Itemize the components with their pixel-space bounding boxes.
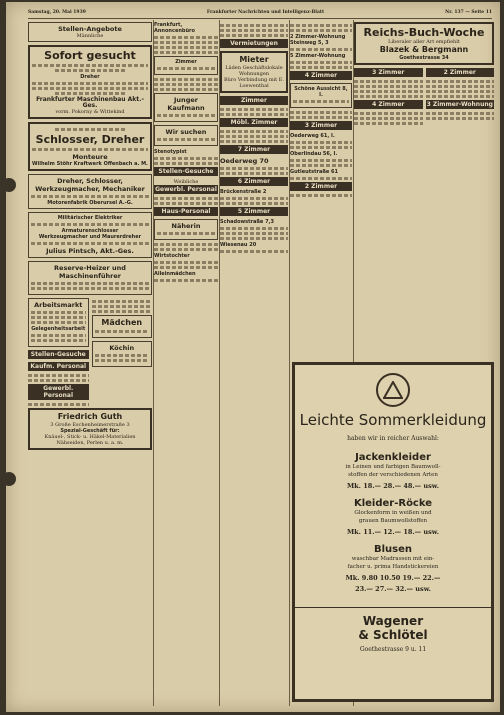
header-date: Samstag, 20. Mai 1939: [28, 9, 86, 15]
col5-left: [354, 68, 423, 127]
section-zimmer: Zimmer: [220, 96, 288, 105]
ad-zimmer: Zimmer: [154, 56, 218, 75]
section-6-zimmer: 6 Zimmer: [220, 177, 288, 186]
ad-wir-suchen: Wir suchen: [154, 125, 218, 146]
ad-maedchen: Mädchen: [92, 315, 153, 338]
header-page: Nr. 137 — Seite 11: [445, 9, 492, 15]
section-vermietungen: Vermietungen: [220, 39, 288, 48]
column-5: [354, 22, 494, 127]
ad-reichs-buch-woche: Reichs-Buch-Woche Liberaler aller Art empfiehlt Blazek & Bergmann Goethestrasse 34: [354, 22, 494, 65]
ad-reserve: Reserve-Heizer und Maschinenführer: [28, 261, 152, 295]
col5-right: [426, 68, 495, 127]
newspaper-page: [6, 2, 500, 712]
column-3: [220, 22, 288, 255]
binding-hole: [6, 472, 16, 486]
ad-sofort-gesucht: Sofort gesucht Dreher Frankfurter Maschinenbau Akt.-Ges. vorm. Pokorny & Wittekind: [28, 45, 152, 119]
ad-pintsch: Militärischer Elektriker Armaturenschlosser Werkzeugmacher und Maurerdreher Julius Pintsch, Akt.-Ges.: [28, 212, 152, 258]
listing-oberlindau: Oberlindau 56, I.: [290, 151, 338, 157]
listing-wiesenau: Wiesenau 20: [220, 242, 257, 248]
ad-koechin: Köchin: [92, 341, 153, 367]
ad-naeherin: Näherin: [154, 219, 218, 240]
section-2-zimmer: 2 Zimmer: [426, 68, 495, 77]
section-moebl: Möbl. Zimmer: [220, 118, 288, 127]
listing-gutleutstr: Gutleutstraße 61: [290, 169, 339, 175]
section-gewerbl: Gewerbl. Personal: [28, 384, 89, 400]
section-3-zimmer: 3 Zimmer: [290, 121, 352, 130]
listing-zimmer2: 2 Zimmer-Wohnung: [290, 34, 346, 40]
listing-brueckenstr: Brückenstraße 2: [220, 189, 267, 195]
section-haushalt: Haus-Personal: [154, 207, 218, 216]
ad-arbeitsmarkt: Arbeitsmarkt Gelegenheitsarbeit: [28, 298, 89, 347]
section-stellen-gesuche: Stellen-Gesuche: [28, 350, 89, 359]
ad-junger-kaufmann: Junger Kaufmann: [154, 93, 218, 122]
section-7-zimmer: 7 Zimmer: [220, 145, 288, 154]
ad-title: Leichte Sommerkleidung: [299, 411, 487, 429]
section-gewerbl: Gewerbl. Personal: [155, 186, 217, 193]
ad-dreher: Dreher, Schlosser, Werkzeugmacher, Mechaniker Motorenfabrik Oberursel A.-G.: [28, 174, 152, 209]
section-5-zimmer: 5 Zimmer: [220, 207, 288, 216]
section-stellen: Stellen-Gesuche: [154, 167, 218, 176]
section-4-zimmer: 4 Zimmer: [290, 71, 352, 80]
ad-mieter: Mieter Läden Geschäftslokale Wohnungen Büro Verbindung mit E. Loewenthal: [220, 51, 288, 93]
ad-schlosser: Schlosser, Dreher Monteure Wilhelm Stöhr Kraftwerk Offenbach a. M.: [28, 122, 152, 171]
section-4-zimmer: 4 Zimmer: [354, 100, 423, 109]
column-1: [28, 22, 152, 453]
listing-steinweg: Steinweg 5, 3: [290, 40, 329, 46]
listing-schadowstr: Schadowstraße 7,3: [220, 219, 274, 225]
ad-frankfurt: Frankfurt, Annoncenbüro: [154, 22, 195, 34]
ad-stenotypist: Stenotypist: [154, 149, 187, 155]
triangle-logo-icon: [376, 373, 410, 407]
section-3-zimmer: 3 Zimmer: [354, 68, 423, 77]
col1-split: [28, 298, 152, 408]
column-4: [290, 22, 352, 199]
listing-oederweg: Oederweg 70: [220, 157, 269, 165]
col1-right: [92, 298, 153, 408]
col5-split: [354, 68, 494, 127]
page-header: [28, 6, 492, 19]
section-header: Stellen-Angebote Männliche: [28, 22, 152, 42]
ad-schoene-aussicht: Schöne Aussicht 8, I.: [290, 83, 352, 108]
ad-alleinmaedchen: Alleinmädchen: [154, 271, 196, 277]
section-kaufm: Kaufm. Personal: [28, 362, 89, 371]
binding-hole: [6, 178, 16, 192]
listing-5-zimmer: 5 Zimmer-Wohnung: [290, 53, 346, 59]
ad-wirtstochter: Wirtstochter: [154, 253, 190, 259]
header-title: Frankfurter Nachrichten und Intelligenz-Blatt: [206, 9, 325, 15]
ad-sommerkleidung: Leichte Sommerkleidung haben wir in reicher Auswahl: Jackenkleider in Leinen und farbigen Baumwoll- stoffen der verschiedenen Arten Mk. 18.— 28.— 48.— usw. Kleider-Röcke Glockenform in weißen und grauen Baumwollstoffen Mk. 11.— 12.— 18.— usw. Blusen waschbar Madrassen mit ein- facher u. prima Handstickereien Mk. 9.80 10.50 19.— 22.— 23.— 27.— 32.— usw. Wagener & Schlötel Goethestrasse 9 u. 11: [292, 362, 494, 702]
section-3-zimmer-wohnung: 3 Zimmer-Wohnung: [426, 101, 493, 108]
ad-friedrich-guth: Friedrich Guth 3 Große Eschenheimerstraße 3 Spezial-Geschäft für: Knäuel-, Stick- u. Häkel-Materialien Nähseiden, Perlen u. a. m.: [28, 408, 152, 450]
section-2-zimmer: 2 Zimmer: [290, 182, 352, 191]
col1-left: [28, 298, 89, 408]
listing-oederweg: Oederweg 61, I.: [290, 133, 335, 139]
column-2: Frankfurt, Annoncenbüro Zimmer Junger Kaufmann Wir suchen Stenotypist Stellen-Gesuche Weibliche Gewerbl. Personal Haus-Personal Näherin Wirtstochter Alleinmädchen: [154, 22, 218, 284]
